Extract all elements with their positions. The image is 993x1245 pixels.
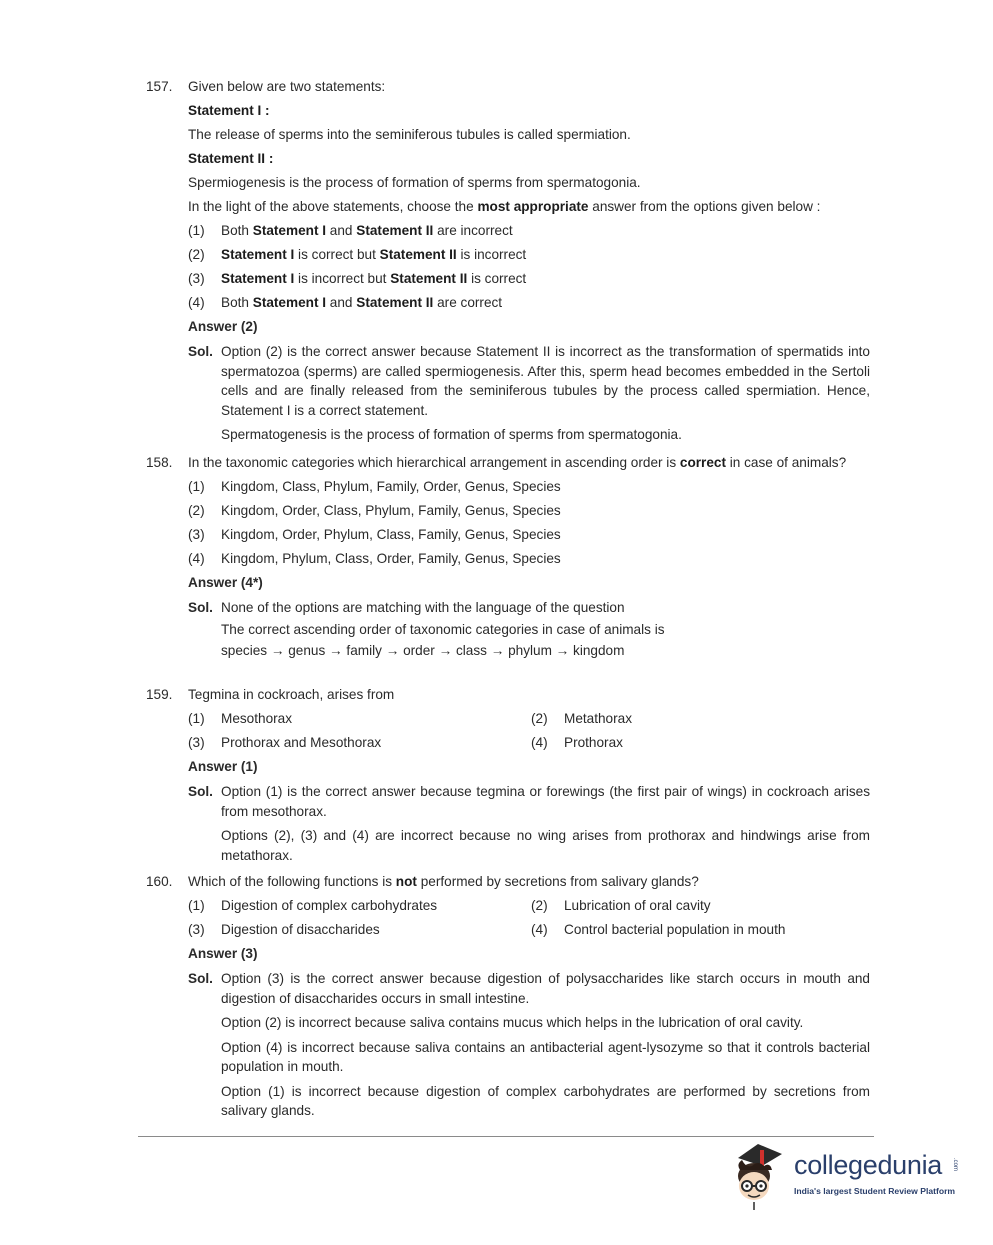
option-2 xyxy=(188,245,870,265)
option-bold: Statement II xyxy=(390,271,468,286)
stem-text: Which of the following functions is xyxy=(188,874,396,889)
option-2 xyxy=(188,501,870,521)
option-text: Digestion of complex carbohydrates xyxy=(221,898,438,913)
student-mascot-icon xyxy=(732,1138,794,1212)
option-text: Lubrication of oral cavity xyxy=(564,898,711,913)
option-number: (3) xyxy=(188,922,205,937)
option-number: (1) xyxy=(188,898,205,913)
option-number: (4) xyxy=(188,551,205,566)
question-160 xyxy=(146,872,870,1121)
option-1 xyxy=(188,221,870,241)
question-159 xyxy=(146,685,870,865)
option-1 xyxy=(188,896,531,916)
option-bold: Statement I xyxy=(221,247,295,262)
option-number: (4) xyxy=(531,922,548,937)
option-number: (2) xyxy=(188,247,205,262)
statement-1-text: The release of sperms into the seminiferous tubules is called spermiation. xyxy=(188,127,631,142)
option-bold: Statement II xyxy=(356,295,434,310)
solution-paragraph: Option (2) is incorrect because saliva contains mucus which helps in the lubrication of oral cavity. xyxy=(221,1015,804,1030)
brand-suffix: .com xyxy=(952,1158,958,1172)
stem-emphasis: correct xyxy=(679,455,726,470)
option-text: and xyxy=(326,295,357,310)
option-number: (4) xyxy=(188,295,205,310)
question-prompt xyxy=(188,197,870,217)
question-157 xyxy=(146,77,870,445)
option-text: is incorrect xyxy=(456,247,527,262)
option-number: (3) xyxy=(188,271,205,286)
collegedunia-logo xyxy=(732,1138,960,1212)
solution-label: Sol. xyxy=(188,600,213,615)
option-text: are correct xyxy=(433,295,503,310)
option-number: (2) xyxy=(531,711,548,726)
solution-label: Sol. xyxy=(188,784,213,799)
option-2 xyxy=(531,709,870,729)
question-intro: Given below are two statements: xyxy=(188,79,386,94)
brand-tagline: India's largest Student Review Platform xyxy=(794,1186,956,1196)
question-number: 158. xyxy=(146,455,173,470)
option-text: Kingdom, Order, Class, Phylum, Family, Genus, Species xyxy=(221,503,561,518)
solution-label: Sol. xyxy=(188,344,213,359)
solution-paragraph: Option (3) is the correct answer because digestion of polysaccharides like starch occurs in mouth and digestion of disaccharides occurs in small intestine. xyxy=(221,971,870,1006)
option-3 xyxy=(188,269,870,289)
solution-sequence: species → genus → family → order → class → phylum → kingdom xyxy=(221,643,625,658)
option-text: is correct xyxy=(467,271,527,286)
solution-paragraph: Option (2) is the correct answer because Statement II is incorrect as the transformation of spermatids into spermatozoa (sperms) are called spermiogenesis. After this, sperm head becomes embedded in the Sertoli cells and are finally released from the seminiferous tubules by the process called spermiation. Hence, Statement I is a correct statement. xyxy=(221,344,870,418)
option-3 xyxy=(188,733,531,753)
option-3 xyxy=(188,525,870,545)
option-text: Metathorax xyxy=(564,711,633,726)
option-bold: Statement II xyxy=(379,247,457,262)
option-bold: Statement I xyxy=(252,223,327,238)
statement-2-text: Spermiogenesis is the process of formation of sperms from spermatogonia. xyxy=(188,175,641,190)
option-number: (1) xyxy=(188,479,205,494)
options-grid xyxy=(188,896,870,940)
question-stem xyxy=(188,872,870,892)
stem-text: in case of animals? xyxy=(726,455,847,470)
option-4 xyxy=(188,293,870,313)
stem-text: performed by secretions from salivary glands? xyxy=(416,874,699,889)
option-bold: Statement II xyxy=(356,223,434,238)
question-stem: Tegmina in cockroach, arises from xyxy=(188,687,395,702)
option-number: (3) xyxy=(188,527,205,542)
option-text: Digestion of disaccharides xyxy=(221,922,380,937)
option-text: Both xyxy=(221,295,253,310)
options-grid xyxy=(188,709,870,753)
option-number: (1) xyxy=(188,711,205,726)
option-text: Mesothorax xyxy=(221,711,293,726)
option-1 xyxy=(188,477,870,497)
question-number: 159. xyxy=(146,687,173,702)
prompt-text: In the light of the above statements, choose the xyxy=(188,199,478,214)
option-1 xyxy=(188,709,531,729)
solution-paragraph: Option (1) is the correct answer because tegmina or forewings (the first pair of wings) in cockroach arises from mesothorax. xyxy=(221,784,870,819)
option-4 xyxy=(188,549,870,569)
option-text: Both xyxy=(221,223,253,238)
option-text: are incorrect xyxy=(433,223,513,238)
question-stem xyxy=(188,453,870,473)
option-text: and xyxy=(326,223,357,238)
solution-paragraph: Options (2), (3) and (4) are incorrect because no wing arises from prothorax and hindwings arise from metathorax. xyxy=(221,828,870,863)
option-number: (2) xyxy=(188,503,205,518)
answer-label: Answer (1) xyxy=(188,759,258,774)
option-text: Kingdom, Phylum, Class, Order, Family, Genus, Species xyxy=(221,551,561,566)
option-3 xyxy=(188,920,531,940)
option-number: (2) xyxy=(531,898,548,913)
solution-paragraph: None of the options are matching with the language of the question xyxy=(221,600,625,615)
solution xyxy=(188,342,870,445)
option-4 xyxy=(531,733,870,753)
stem-emphasis: not xyxy=(395,874,417,889)
option-4 xyxy=(531,920,870,940)
option-text: Prothorax and Mesothorax xyxy=(221,735,382,750)
statement-1-label: Statement I : xyxy=(188,103,270,118)
option-number: (1) xyxy=(188,223,205,238)
question-158 xyxy=(146,453,870,661)
solution-label: Sol. xyxy=(188,971,213,986)
option-text: Control bacterial population in mouth xyxy=(564,922,786,937)
question-number: 157. xyxy=(146,79,173,94)
option-bold: Statement I xyxy=(252,295,327,310)
option-2 xyxy=(531,896,870,916)
solution xyxy=(188,782,870,865)
option-bold: Statement I xyxy=(221,271,295,286)
solution-paragraph: Option (4) is incorrect because saliva contains an antibacterial agent-lysozyme so that it controls bacterial population in mouth. xyxy=(221,1039,870,1074)
prompt-text: answer from the options given below : xyxy=(588,199,821,214)
option-text: Kingdom, Class, Phylum, Family, Order, Genus, Species xyxy=(221,479,561,494)
solution-paragraph: Option (1) is incorrect because digestion of complex carbohydrates are performed by secretions from salivary glands. xyxy=(221,1083,870,1118)
option-number: (3) xyxy=(188,735,205,750)
stem-text: In the taxonomic categories which hierarchical arrangement in ascending order is xyxy=(188,455,680,470)
brand-name: collegedunia xyxy=(794,1150,943,1180)
option-text: Kingdom, Order, Phylum, Class, Family, Genus, Species xyxy=(221,527,561,542)
option-text: is correct but xyxy=(294,247,380,262)
solution-paragraph: The correct ascending order of taxonomic categories in case of animals is xyxy=(221,621,665,637)
answer-label: Answer (3) xyxy=(188,946,258,961)
answer-label: Answer (2) xyxy=(188,319,258,334)
statement-2-label: Statement II : xyxy=(188,151,274,166)
answer-label: Answer (4*) xyxy=(188,575,263,590)
solution-paragraph: Spermatogenesis is the process of formation of sperms from spermatogonia. xyxy=(221,427,682,442)
prompt-emphasis: most appropriate xyxy=(477,199,589,214)
footer-divider xyxy=(138,1136,874,1137)
solution xyxy=(188,969,870,1121)
option-number: (4) xyxy=(531,735,548,750)
solution xyxy=(188,598,870,661)
question-number: 160. xyxy=(146,874,173,889)
option-text: is incorrect but xyxy=(294,271,391,286)
option-text: Prothorax xyxy=(564,735,623,750)
